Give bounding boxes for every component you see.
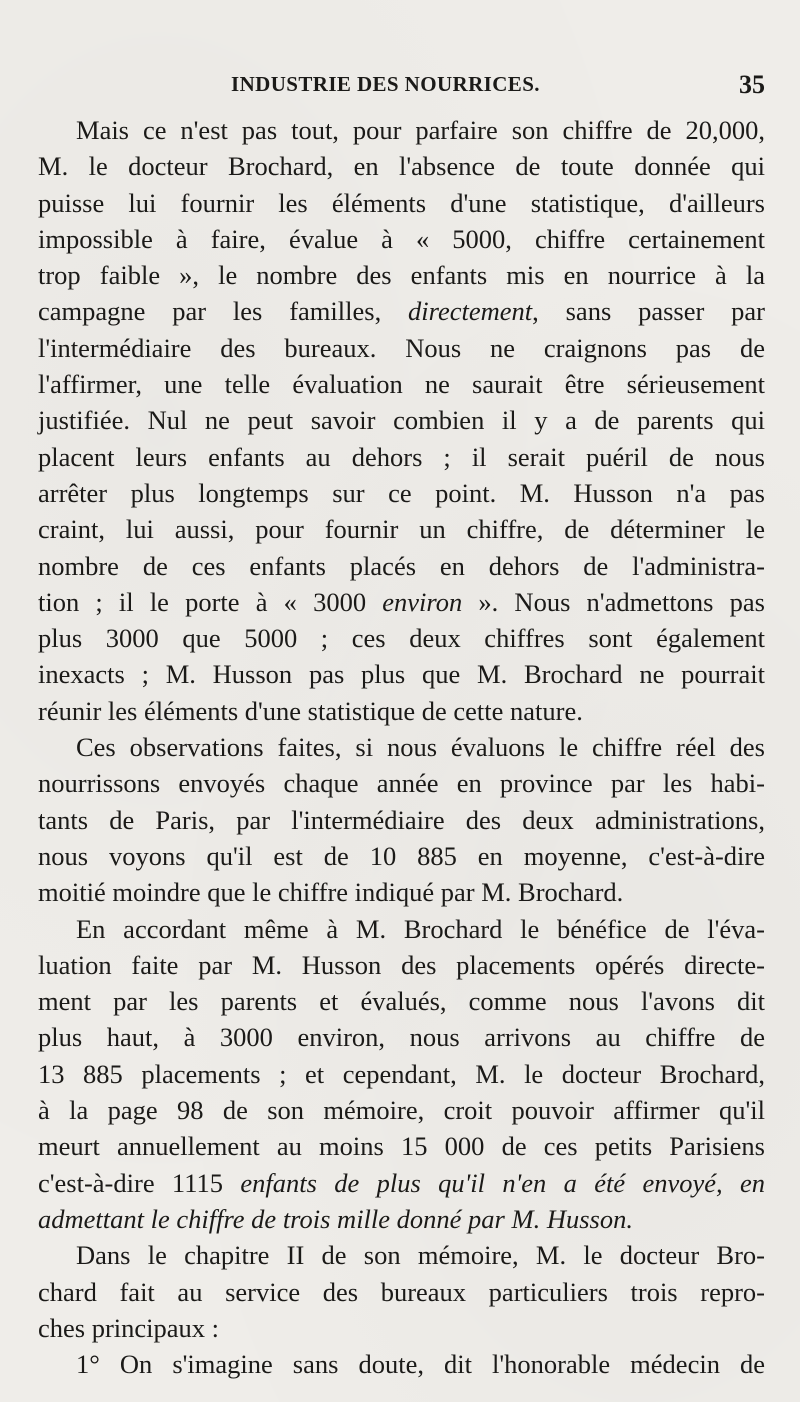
text-segment: c'est-à-dire 1115: [38, 1167, 241, 1198]
text-line: tants de Paris, par l'intermédiaire des deux administrations,: [38, 804, 765, 835]
text-line: trop faible », le nombre des enfants mis en nourrice à la: [38, 260, 765, 291]
text-line: chard fait au service des bureaux particuliers trois repro-: [38, 1276, 765, 1307]
italic-segment: environ: [382, 586, 463, 617]
text-line: En accordant même à M. Brochard le bénéfice de l'éva-: [76, 913, 765, 944]
text-line: craint, lui aussi, pour fournir un chiffre, de déterminer le: [38, 514, 765, 545]
text-line: [38, 584, 765, 620]
text-line: l'affirmer, une telle évaluation ne saurait être sérieusement: [38, 369, 765, 400]
text-line: l'intermédiaire des bureaux. Nous ne craignons pas de: [38, 332, 765, 363]
text-line: arrêter plus longtemps sur ce point. M. Husson n'a pas: [38, 477, 765, 508]
text-line: moitié moindre que le chiffre indiqué par M. Brochard.: [38, 877, 624, 908]
text-line: [38, 1165, 765, 1201]
text-line: nourrissons envoyés chaque année en province par les habi-: [38, 768, 765, 799]
text-segment: tion ; il le porte à « 3000: [38, 586, 383, 617]
page-header: [38, 70, 765, 102]
text-line: 1° On s'imagine sans doute, dit l'honorable médecin de: [76, 1349, 765, 1380]
text-line: placent leurs enfants au dehors ; il serait puéril de nous: [38, 441, 765, 472]
text-line: puisse lui fournir les éléments d'une statistique, d'ailleurs: [38, 187, 765, 218]
text-segment: campagne par les familles,: [38, 296, 409, 327]
running-title: INDUSTRIE DES NOURRICES.: [231, 72, 540, 96]
text-line: plus 3000 que 5000 ; ces deux chiffres sont également: [38, 623, 765, 654]
italic-segment: enfants de plus qu'il n'en a été envoyé, en: [240, 1167, 765, 1198]
text-line: réunir les éléments d'une statistique de cette nature.: [38, 695, 583, 726]
text-line: [38, 293, 765, 329]
page-number: 35: [739, 70, 765, 99]
text-line: à la page 98 de son mémoire, croit pouvoir affirmer qu'il: [38, 1095, 765, 1126]
text-line: Ces observations faites, si nous évaluons le chiffre réel des: [76, 732, 765, 763]
text-line: nombre de ces enfants placés en dehors de l'administra-: [38, 550, 765, 581]
text-line: justifiée. Nul ne peut savoir combien il y a de parents qui: [38, 405, 765, 436]
italic-segment: admettant le chiffre de trois mille donné par M. Husson.: [38, 1203, 633, 1234]
text-line: impossible à faire, évalue à « 5000, chiffre certainement: [38, 223, 765, 254]
text-segment: ». Nous n'admettons pas: [462, 586, 765, 617]
text-line: inexacts ; M. Husson pas plus que M. Brochard ne pourrait: [38, 659, 765, 690]
text-line: nous voyons qu'il est de 10 885 en moyenne, c'est-à-dire: [38, 840, 765, 871]
body-text: [38, 112, 765, 1382]
text-line: ment par les parents et évalués, comme nous l'avons dit: [38, 986, 765, 1017]
text-line: Mais ce n'est pas tout, pour parfaire son chiffre de 20,000,: [76, 115, 765, 145]
text-line: ches principaux :: [38, 1312, 220, 1343]
text-segment: , sans passer par: [532, 296, 766, 327]
text-line: M. le docteur Brochard, en l'absence de toute donnée qui: [38, 151, 765, 182]
text-line: luation faite par M. Husson des placements opérés directe-: [38, 949, 765, 980]
text-line: Dans le chapitre II de son mémoire, M. le docteur Bro-: [76, 1240, 765, 1271]
text-line: [38, 1201, 765, 1237]
text-line: 13 885 placements ; et cependant, M. le docteur Brochard,: [38, 1058, 765, 1089]
italic-segment: directement: [408, 296, 533, 327]
text-line: meurt annuellement au moins 15 000 de ces petits Parisiens: [38, 1131, 765, 1162]
text-line: plus haut, à 3000 environ, nous arrivons au chiffre de: [38, 1022, 765, 1053]
